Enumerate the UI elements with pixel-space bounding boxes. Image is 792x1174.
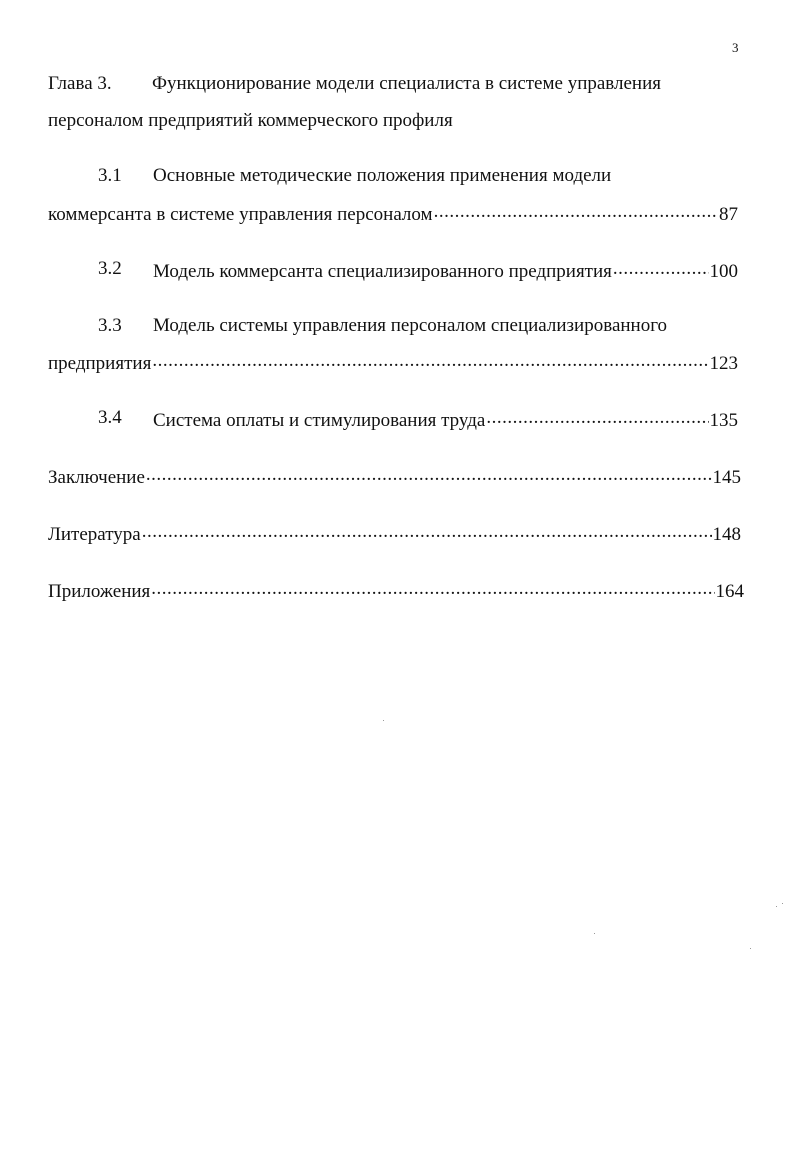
scan-speck: [776, 906, 777, 907]
chapter-title-line-1: Функционирование модели специалиста в системе управления: [152, 73, 662, 94]
dot-leader: [486, 406, 708, 426]
section-3-1-title-line-1: Основные методические положения применения модели: [153, 165, 612, 186]
dot-leader: [142, 520, 712, 540]
section-3-1-page: 87: [719, 204, 738, 225]
scan-speck: [594, 933, 595, 934]
section-3-1-title-line-2: коммерсанта в системе управления персоналом: [48, 204, 433, 225]
section-3-3-number: 3.3: [98, 315, 122, 336]
appendices-title: Приложения: [48, 581, 151, 602]
toc-entry-3-2[interactable]: [153, 257, 738, 284]
dot-leader: [146, 463, 712, 483]
section-3-2-page: 100: [709, 261, 738, 282]
section-3-3-title-line-1: Модель системы управления персоналом специализированного: [153, 315, 668, 336]
dot-leader: [434, 200, 718, 220]
dot-leader: [152, 349, 708, 369]
chapter-title-line-2: персоналом предприятий коммерческого профиля: [48, 110, 453, 131]
section-3-4-number: 3.4: [98, 407, 122, 428]
dot-leader: [151, 577, 714, 597]
scan-speck: [750, 948, 751, 949]
chapter-number: Глава 3.: [48, 73, 112, 94]
dot-leader: [613, 257, 709, 277]
toc-entry-3-4[interactable]: [153, 406, 738, 433]
section-3-3-title-line-2: предприятия: [48, 353, 152, 374]
toc-entry-3-1[interactable]: [48, 200, 738, 227]
conclusion-page: 145: [712, 467, 741, 488]
toc-entry-conclusion[interactable]: [48, 463, 741, 490]
scan-speck: [782, 903, 783, 904]
section-3-4-page: 135: [709, 410, 738, 431]
toc-entry-appendices[interactable]: [48, 577, 744, 604]
appendices-page: 164: [715, 581, 744, 602]
toc-entry-literature[interactable]: [48, 520, 741, 547]
section-3-1-number: 3.1: [98, 165, 122, 186]
page-number: 3: [732, 40, 739, 55]
section-3-2-title: Модель коммерсанта специализированного предприятия: [153, 261, 612, 282]
scan-speck: [383, 720, 384, 721]
literature-page: 148: [712, 524, 741, 545]
section-3-4-title: Система оплаты и стимулирования труда: [153, 410, 486, 431]
section-3-3-page: 123: [709, 353, 738, 374]
conclusion-title: Заключение: [48, 467, 145, 488]
toc-entry-3-3[interactable]: [48, 349, 738, 376]
section-3-2-number: 3.2: [98, 258, 122, 279]
literature-title: Литература: [48, 524, 141, 545]
